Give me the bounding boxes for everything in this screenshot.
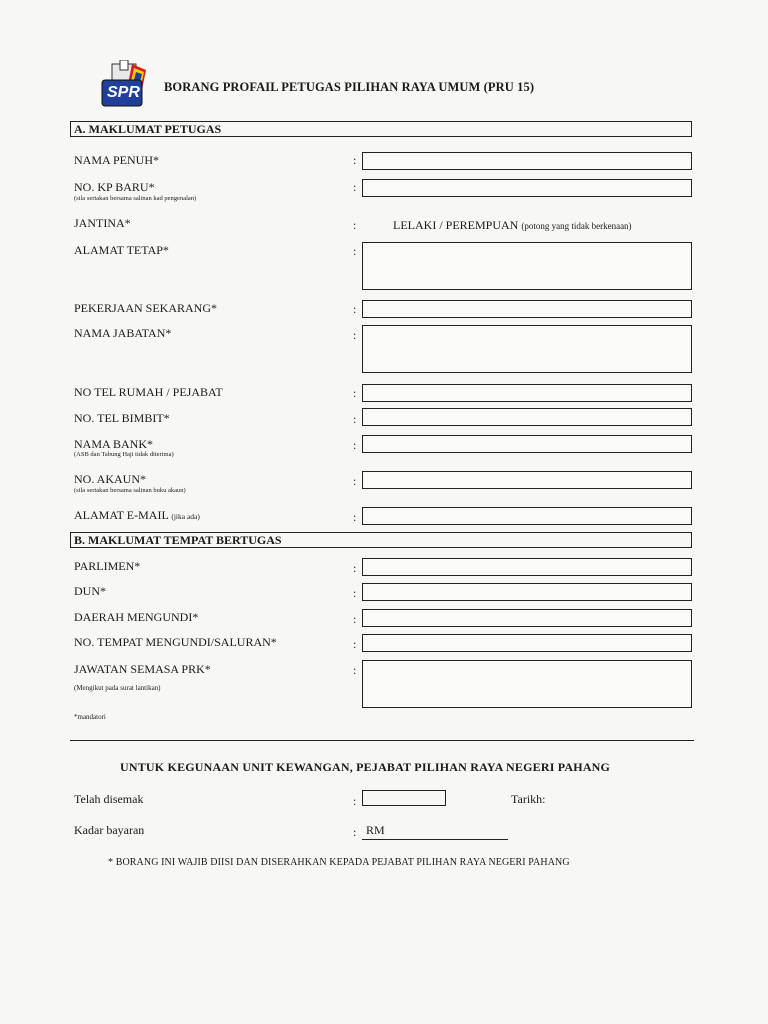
section-b-header: B. MAKLUMAT TEMPAT BERTUGAS <box>70 532 692 548</box>
colon: : <box>353 637 357 651</box>
jantina-value: LELAKI / PEREMPUAN <box>393 218 519 232</box>
label-no-tel-bimbit: NO. TEL BIMBIT* <box>74 411 170 425</box>
parlimen-field[interactable] <box>362 558 692 576</box>
no-kp-baru-field[interactable] <box>362 179 692 197</box>
label-nama-jabatan: NAMA JABATAN* <box>74 326 172 340</box>
kadar-bayaran-line[interactable] <box>362 839 508 840</box>
note-no-akaun: (sila sertakan bersama salinan buku akaun) <box>74 487 186 494</box>
colon: : <box>353 412 357 426</box>
colon: : <box>353 586 357 600</box>
divider <box>70 740 694 741</box>
label-nama-bank: NAMA BANK* <box>74 437 154 451</box>
dun-field[interactable] <box>362 583 692 601</box>
nama-bank-field[interactable] <box>362 435 692 453</box>
alamat-tetap-field[interactable] <box>362 242 692 290</box>
note-nama-bank: (ASB dan Tabung Haji tidak diterima) <box>74 451 174 458</box>
colon: : <box>353 244 357 258</box>
office-use-title: UNTUK KEGUNAAN UNIT KEWANGAN, PEJABAT PILIHAN RAYA NEGERI PAHANG <box>120 760 611 774</box>
label-jantina: JANTINA* <box>74 216 131 230</box>
note-jawatan: (Mengikut pada surat lantikan) <box>74 684 161 692</box>
colon: : <box>353 153 357 167</box>
no-tel-rumah-field[interactable] <box>362 384 692 402</box>
label-dun: DUN* <box>74 584 106 598</box>
nama-penuh-field[interactable] <box>362 152 692 170</box>
rm-prefix: RM <box>366 823 385 837</box>
label-daerah-mengundi: DAERAH MENGUNDI* <box>74 610 199 624</box>
email-field[interactable] <box>362 507 692 525</box>
jantina-options[interactable] <box>393 218 632 233</box>
label-jawatan: JAWATAN SEMASA PRK* <box>74 662 211 676</box>
label-nama-penuh: NAMA PENUH* <box>74 153 160 167</box>
colon: : <box>353 328 357 342</box>
label-kadar-bayaran: Kadar bayaran <box>74 823 145 837</box>
colon: : <box>353 438 357 452</box>
jawatan-field[interactable] <box>362 660 692 708</box>
colon: : <box>353 180 357 194</box>
label-alamat-tetap: ALAMAT TETAP* <box>74 243 169 257</box>
colon: : <box>353 302 357 316</box>
colon: : <box>353 561 357 575</box>
jantina-note: (potong yang tidak berkenaan) <box>521 221 632 231</box>
footer-note: * BORANG INI WAJIB DIISI DAN DISERAHKAN KEPADA PEJABAT PILIHAN RAYA NEGERI PAHANG <box>108 857 570 868</box>
mandatori-note: *mandatori <box>74 713 106 721</box>
colon: : <box>353 218 357 232</box>
label-email <box>74 508 200 523</box>
label-no-kp-baru: NO. KP BARU* <box>74 180 155 194</box>
pekerjaan-field[interactable] <box>362 300 692 318</box>
colon: : <box>353 474 357 488</box>
label-tarikh: Tarikh: <box>511 792 546 806</box>
note-no-kp: (sila sertakan bersama salinan kad pengenalan) <box>74 195 197 202</box>
no-akaun-field[interactable] <box>362 471 692 489</box>
label-no-tel-rumah: NO TEL RUMAH / PEJABAT <box>74 385 223 399</box>
colon: : <box>353 386 357 400</box>
nama-jabatan-field[interactable] <box>362 325 692 373</box>
colon: : <box>353 510 357 524</box>
email-note: (jika ada) <box>171 512 200 521</box>
colon: : <box>353 794 357 808</box>
email-label: ALAMAT E-MAIL <box>74 508 169 522</box>
form-title: BORANG PROFAIL PETUGAS PILIHAN RAYA UMUM (PRU 15) <box>164 80 535 94</box>
label-pekerjaan: PEKERJAAN SEKARANG* <box>74 301 218 315</box>
colon: : <box>353 663 357 677</box>
section-a-header: A. MAKLUMAT PETUGAS <box>70 121 692 137</box>
colon: : <box>353 612 357 626</box>
label-no-akaun: NO. AKAUN* <box>74 472 146 486</box>
telah-disemak-field[interactable] <box>362 790 446 806</box>
spr-logo <box>98 60 154 110</box>
no-tempat-mengundi-field[interactable] <box>362 634 692 652</box>
daerah-mengundi-field[interactable] <box>362 609 692 627</box>
label-no-tempat-mengundi: NO. TEMPAT MENGUNDI/SALURAN* <box>74 635 277 649</box>
colon: : <box>353 825 357 839</box>
label-parlimen: PARLIMEN* <box>74 559 141 573</box>
no-tel-bimbit-field[interactable] <box>362 408 692 426</box>
logo-text: SPR <box>107 84 140 101</box>
label-telah-disemak: Telah disemak <box>74 792 144 806</box>
